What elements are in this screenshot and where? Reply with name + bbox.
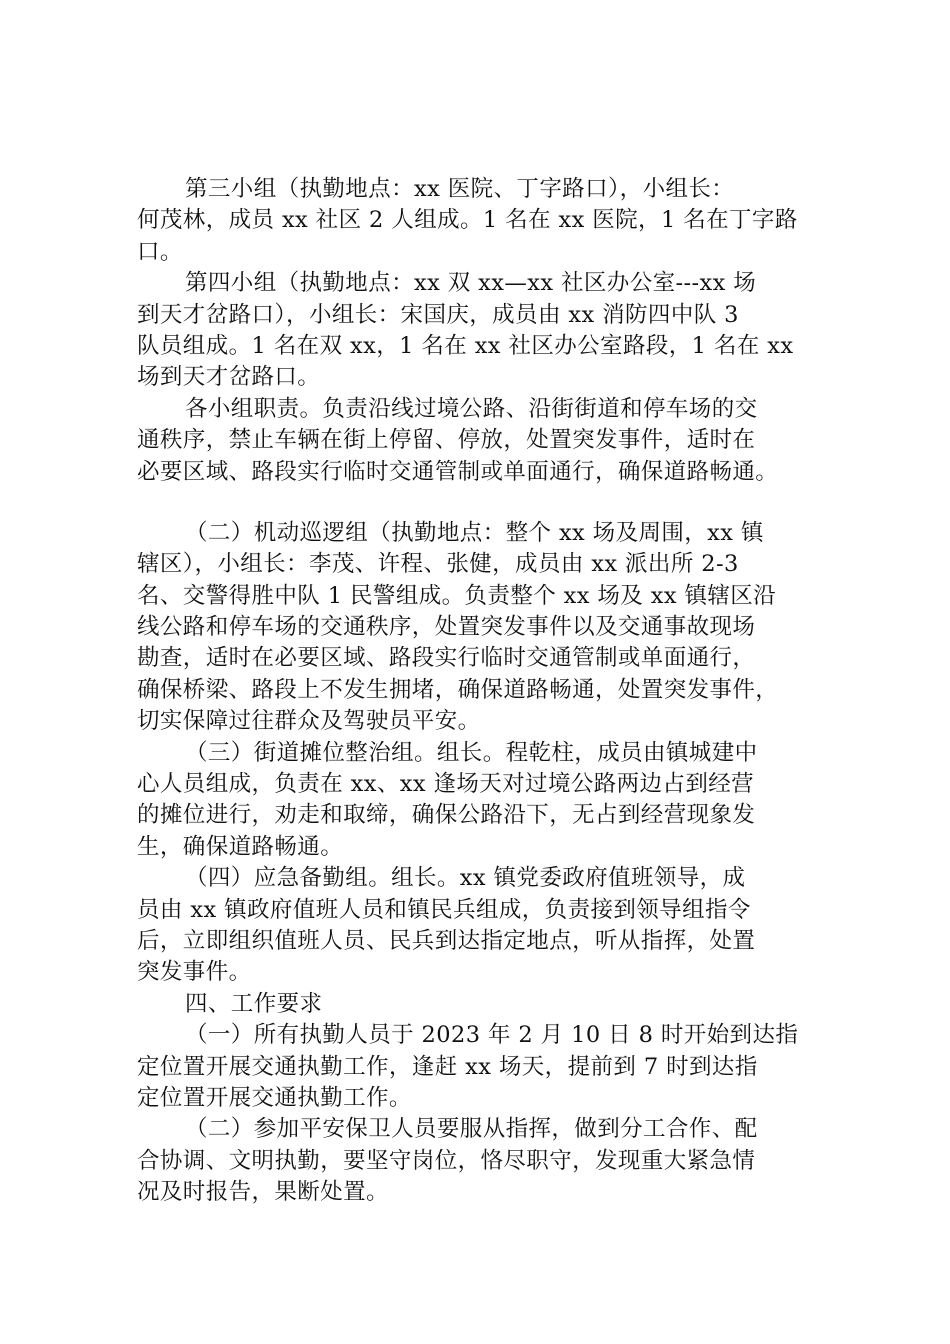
text-line: 必要区域、路段实行临时交通管制或单面通行，确保道路畅通。: [137, 458, 779, 485]
text-line: 定位置开展交通执勤工作。: [137, 1084, 412, 1111]
text-line: 勘查，适时在必要区域、路段实行临时交通管制或单面通行，: [137, 645, 756, 672]
text-line: 口。: [137, 238, 183, 265]
text-line: 通秩序，禁止车辆在街上停留、停放，处置突发事件，适时在: [137, 427, 756, 454]
text-line: 第四小组（执勤地点：xx 双 xx—xx 社区办公室---xx 场: [185, 270, 757, 297]
text-line: （二）参加平安保卫人员要服从指挥，做到分工合作、配: [185, 1116, 758, 1143]
paragraph-requirement-one: [137, 1020, 837, 1114]
text-line: （三）街道摊位整治组。组长。程乾柱，成员由镇城建中: [185, 739, 758, 766]
text-line: 到天才岔路口），小组长：宋国庆，成员由 xx 消防四中队 3: [137, 301, 739, 328]
paragraph-emergency-group: [137, 863, 837, 989]
text-line: 后，立即组织值班人员、民兵到达指定地点，听从指挥，处置: [137, 927, 756, 954]
text-line: 何茂林，成员 xx 社区 2 人组成。1 名在 xx 医院，1 名在丁字路: [137, 207, 798, 234]
text-line: 名、交警得胜中队 1 民警组成。负责整个 xx 场及 xx 镇辖区沿: [137, 582, 777, 609]
text-line: 况及时报告，果断处置。: [137, 1179, 389, 1206]
document-body: [137, 174, 837, 1209]
paragraph-group-three: [137, 174, 837, 268]
text-line: 第三小组（执勤地点：xx 医院、丁字路口），小组长：: [185, 176, 735, 202]
paragraph-group-four: [137, 268, 837, 394]
text-line: 合协调、文明执勤，要坚守岗位，恪尽职守，发现重大紧急情: [137, 1147, 756, 1174]
paragraph-requirement-two: [137, 1114, 837, 1208]
text-line: 定位置开展交通执勤工作，逢赶 xx 场天，提前到 7 时到达指: [137, 1053, 758, 1080]
text-line: 辖区），小组长：李茂、许程、张健，成员由 xx 派出所 2-3: [137, 551, 739, 578]
text-line: 四、工作要求: [185, 990, 323, 1017]
paragraph-gap: [137, 488, 837, 518]
text-line: 员由 xx 镇政府值班人员和镇民兵组成，负责接到领导组指令: [137, 896, 751, 923]
text-line: （一）所有执勤人员于 2023 年 2 月 10 日 8 时开始到达指: [185, 1022, 799, 1049]
paragraph-section-four-heading: [137, 989, 837, 1020]
paragraph-group-duties: [137, 394, 837, 488]
text-line: 生，确保道路畅通。: [137, 833, 344, 860]
text-line: （二）机动巡逻组（执勤地点：整个 xx 场及周围，xx 镇: [185, 519, 764, 546]
text-line: 线公路和停车场的交通秩序，处置突发事件以及交通事故现场: [137, 614, 756, 641]
text-line: 场到天才岔路口。: [137, 364, 321, 391]
text-line: 各小组职责。负责沿线过境公路、沿街街道和停车场的交: [185, 395, 758, 422]
text-line: （四）应急备勤组。组长。xx 镇党委政府值班领导，成: [185, 865, 746, 892]
text-line: 队员组成。1 名在双 xx，1 名在 xx 社区办公室路段，1 名在 xx: [137, 332, 794, 359]
text-line: 的摊位进行，劝走和取缔，确保公路沿下，无占到经营现象发: [137, 802, 756, 829]
text-line: 确保桥梁、路段上不发生拥堵，确保道路畅通，处置突发事件，: [137, 676, 779, 703]
text-line: 心人员组成，负责在 xx、xx 逢场天对过境公路两边占到经营: [137, 771, 755, 798]
text-line: 切实保障过往群众及驾驶员平安。: [137, 708, 481, 735]
paragraph-patrol-group: [137, 518, 837, 738]
paragraph-street-stall-group: [137, 738, 837, 864]
text-line: 突发事件。: [137, 959, 252, 986]
